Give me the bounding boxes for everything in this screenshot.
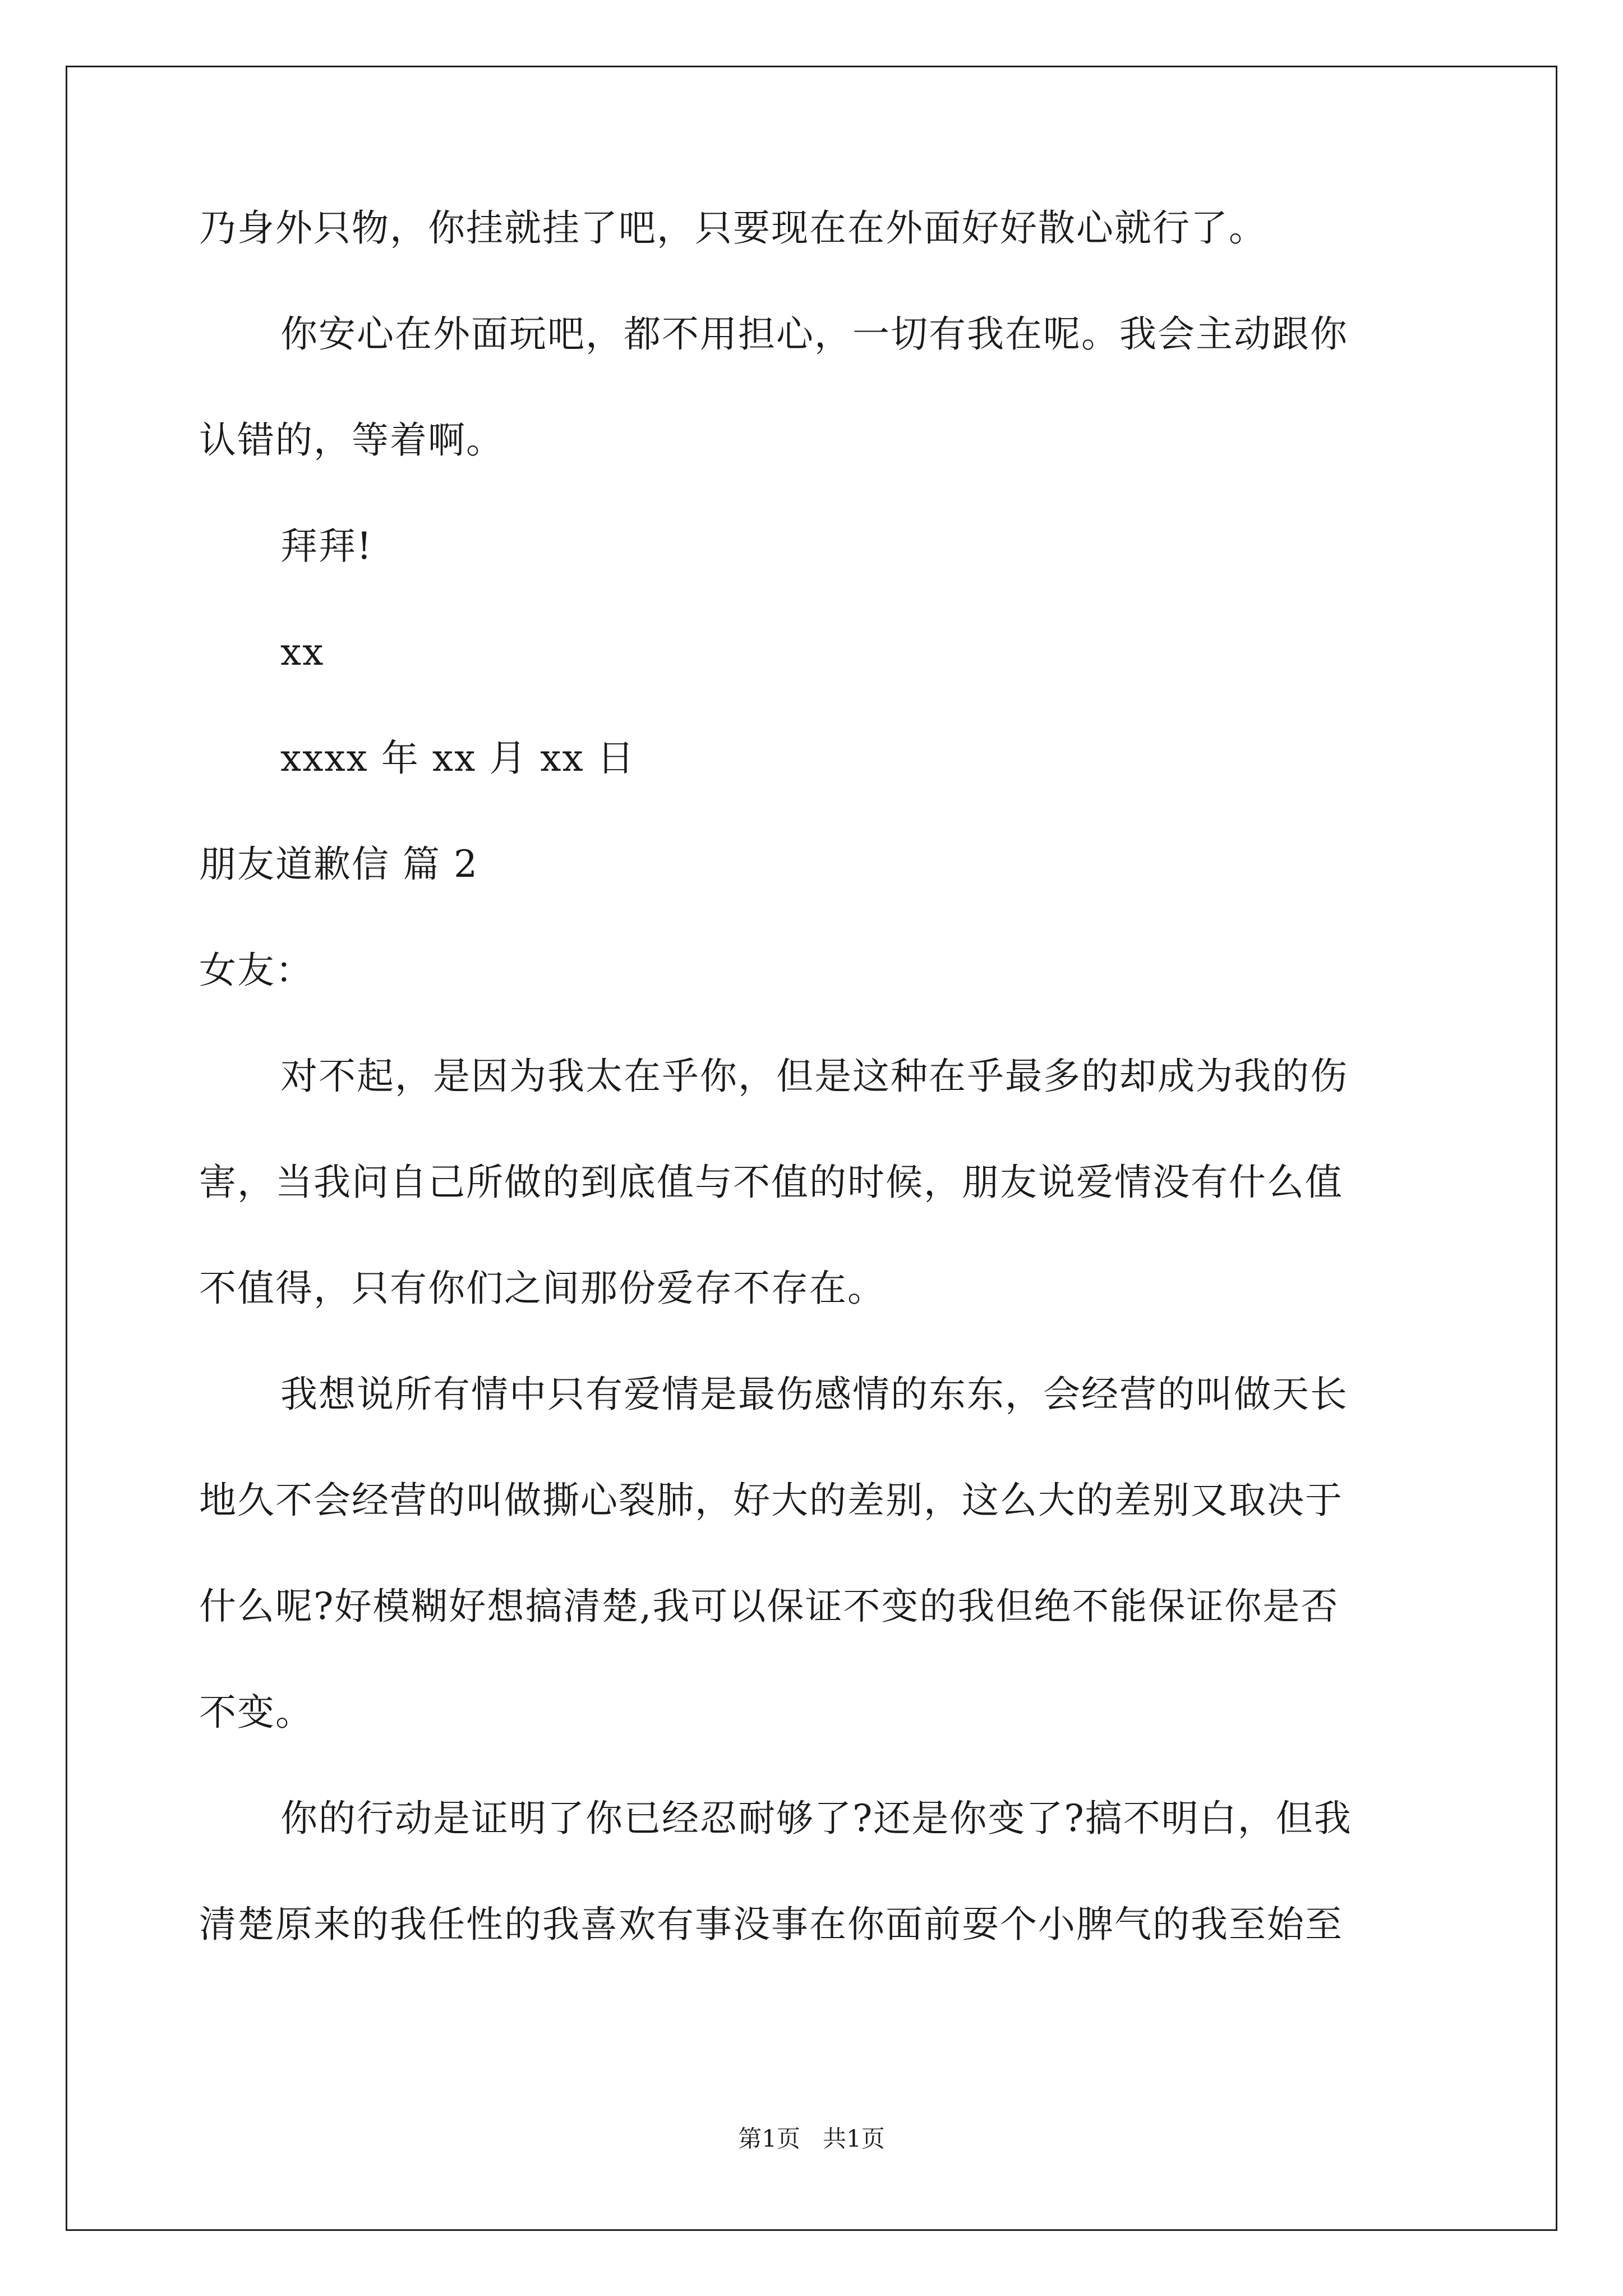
text-line: 地久不会经营的叫做撕心裂肺，好大的差别，这么大的差别又取决于 (199, 1479, 1343, 1522)
text-line: 什么呢?好模糊好想搞清楚,我可以保证不变的我但绝不能保证你是否 (199, 1585, 1339, 1628)
text-line: 你安心在外面玩吧，都不用担心，一切有我在呢。我会主动跟你 (280, 312, 1348, 356)
text-line: 害，当我问自己所做的到底值与不值的时候，朋友说爱情没有什么值 (199, 1161, 1343, 1204)
text-line: 不值得，只有你们之间那份爱存不存在。 (199, 1267, 886, 1310)
text-line: 对不起，是因为我太在乎你，但是这种在乎最多的却成为我的伤 (280, 1055, 1348, 1098)
page-footer: 第1页 共1页 (738, 2125, 885, 2152)
text-line: 我想说所有情中只有爱情是最伤感情的东东，会经营的叫做天长 (280, 1373, 1348, 1416)
text-line: 认错的，等着啊。 (199, 418, 504, 462)
date-line: xxxx 年 xx 月 xx 日 (280, 737, 635, 780)
document-body (199, 202, 1438, 1951)
salutation: 女友： (199, 949, 313, 992)
closing-line: 拜拜! (280, 524, 373, 568)
text-line: 清楚原来的我任性的我喜欢有事没事在你面前耍个小脾气的我至始至 (199, 1903, 1343, 1946)
signature: xx (280, 631, 325, 674)
text-line: 你的行动是证明了你已经忍耐够了?还是你变了?搞不明白，但我 (280, 1797, 1352, 1840)
text-line: 不变。 (199, 1691, 313, 1734)
text-line: 乃身外只物，你挂就挂了吧，只要现在在外面好好散心就行了。 (199, 206, 1267, 250)
section-heading: 朋友道歉信 篇 2 (199, 843, 478, 886)
